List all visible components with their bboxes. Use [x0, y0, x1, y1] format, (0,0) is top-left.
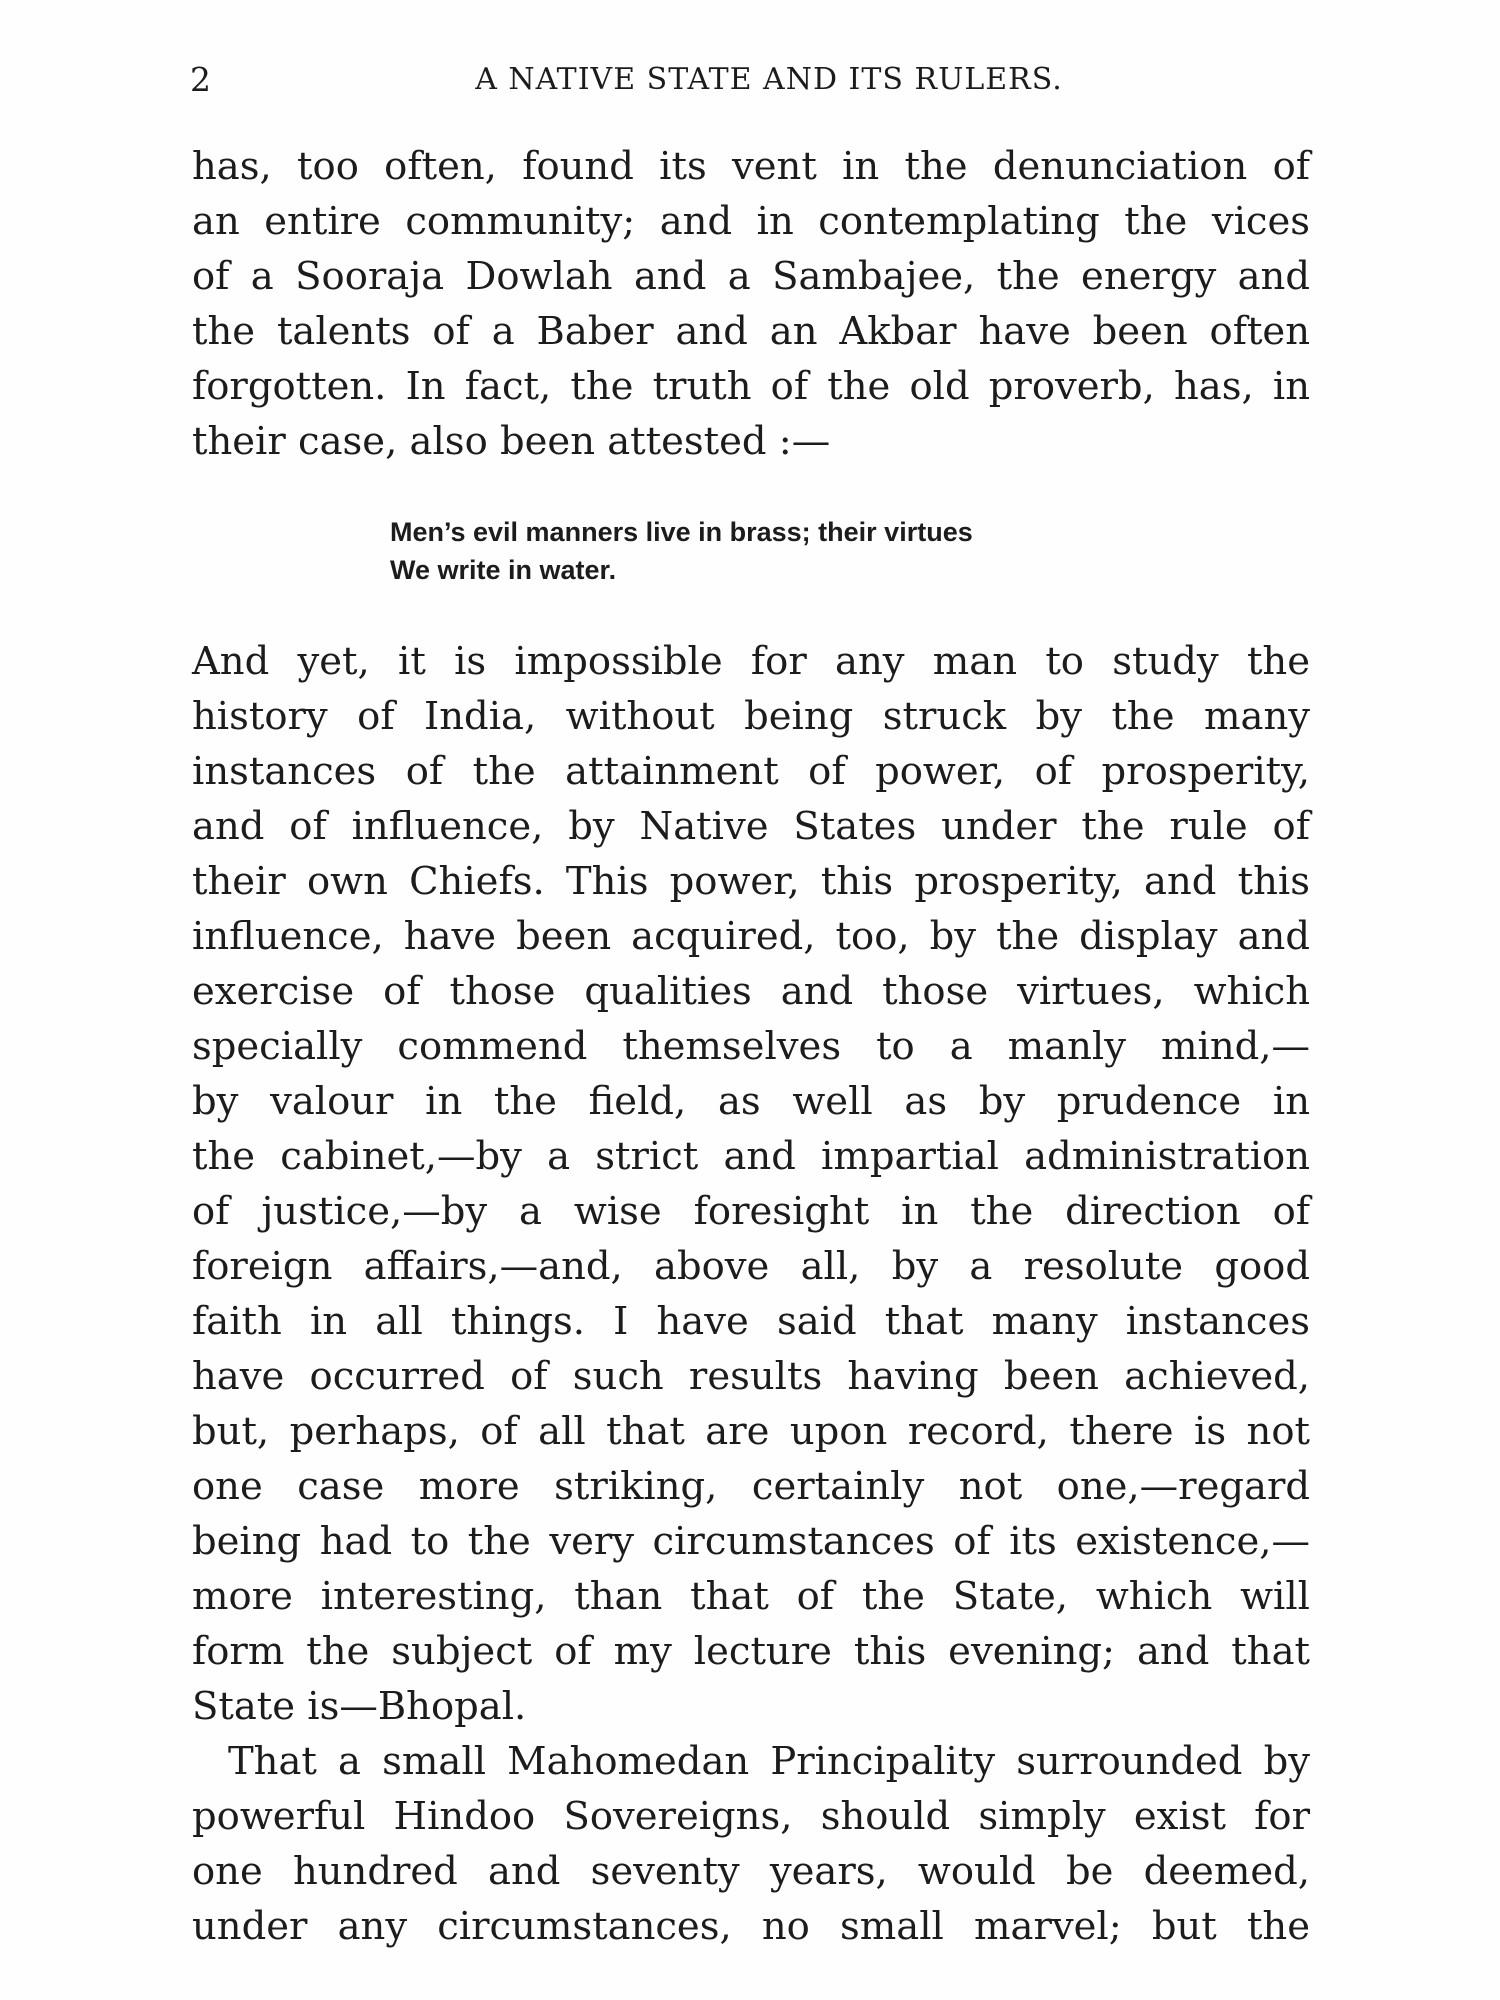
- text-line: under any circumstances, no small marvel; but the: [192, 1904, 1310, 1949]
- text-line: one case more striking, certainly not one,—regard: [192, 1464, 1310, 1509]
- text-line: the talents of a Baber and an Akbar have been often: [192, 309, 1310, 354]
- quotation-line: Men’s evil manners live in brass; their virtues: [390, 517, 973, 547]
- text-line: the cabinet,—by a strict and impartial administration: [192, 1134, 1310, 1179]
- text-line: an entire community; and in contemplating the vices: [192, 199, 1310, 244]
- text-line: State is—Bhopal.: [192, 1684, 527, 1729]
- text-line: forgotten. In fact, the truth of the old proverb, has, in: [192, 364, 1310, 409]
- text-line: their own Chiefs. This power, this prosperity, and this: [192, 859, 1310, 904]
- text-line: history of India, without being struck by the many: [192, 694, 1310, 739]
- text-line: influence, have been acquired, too, by the display and: [192, 914, 1310, 959]
- quotation-line: We write in water.: [390, 555, 617, 585]
- page-number: 2: [190, 60, 211, 99]
- text-line: And yet, it is impossible for any man to study the: [192, 639, 1310, 684]
- text-line: form the subject of my lecture this evening; and that: [192, 1629, 1310, 1674]
- text-line: but, perhaps, of all that are upon record, there is not: [192, 1409, 1310, 1454]
- text-line: of justice,—by a wise foresight in the direction of: [192, 1189, 1310, 1234]
- page-header: [190, 56, 1308, 104]
- text-line: being had to the very circumstances of its existence,—: [192, 1519, 1310, 1564]
- text-line: one hundred and seventy years, would be deemed,: [192, 1849, 1310, 1894]
- text-line: specially commend themselves to a manly mind,—: [192, 1024, 1310, 1069]
- text-line: powerful Hindoo Sovereigns, should simply exist for: [192, 1794, 1310, 1839]
- text-line: their case, also been attested :—: [192, 419, 831, 464]
- text-line: has, too often, found its vent in the denunciation of: [192, 144, 1310, 189]
- text-line: That a small Mahomedan Principality surrounded by: [228, 1739, 1310, 1784]
- text-line: of a Sooraja Dowlah and a Sambajee, the energy and: [192, 254, 1310, 299]
- text-line: foreign affairs,—and, above all, by a resolute good: [192, 1244, 1310, 1289]
- text-line: faith in all things. I have said that many instances: [192, 1299, 1310, 1344]
- text-line: instances of the attainment of power, of prosperity,: [192, 749, 1310, 794]
- text-line: exercise of those qualities and those virtues, which: [192, 969, 1310, 1014]
- text-line: and of influence, by Native States under the rule of: [192, 804, 1310, 849]
- text-line: by valour in the field, as well as by prudence in: [192, 1079, 1310, 1124]
- text-line: have occurred of such results having been achieved,: [192, 1354, 1310, 1399]
- running-title: A NATIVE STATE AND ITS RULERS.: [475, 62, 1063, 97]
- text-line: more interesting, than that of the State, which will: [192, 1574, 1310, 1619]
